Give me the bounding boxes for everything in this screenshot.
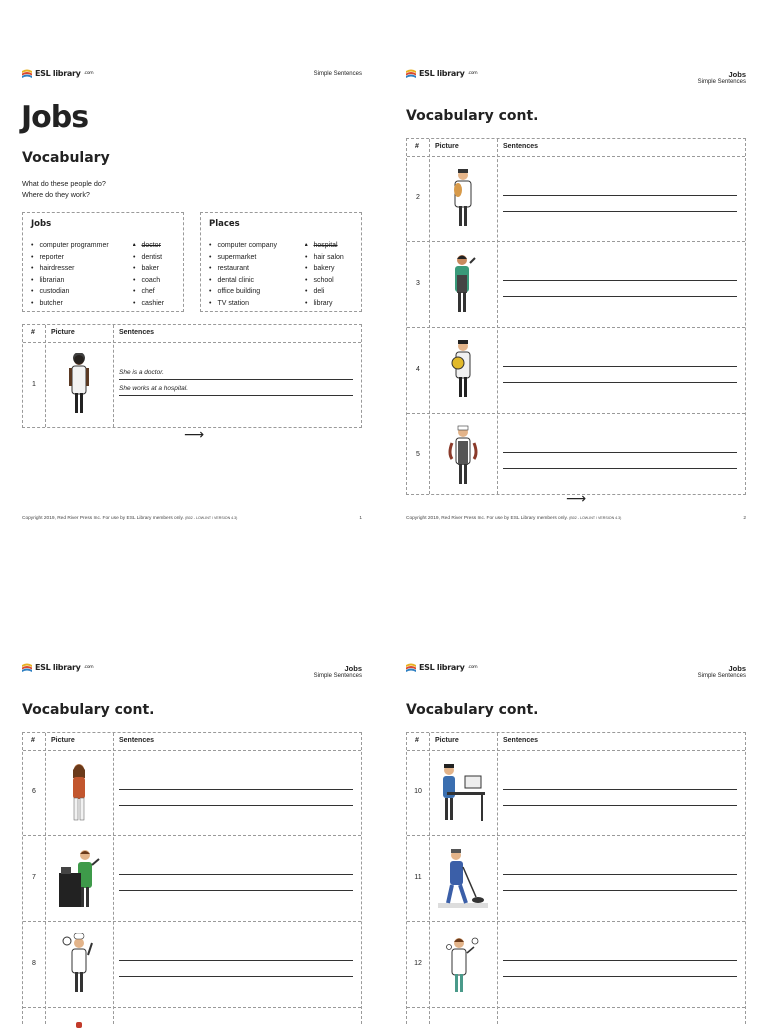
row-number: 5 (416, 451, 420, 458)
brand-name: ESL library (419, 663, 465, 672)
word-item-crossed: • hospital (305, 240, 344, 252)
jobs-list-2 (133, 240, 164, 309)
section-title: Vocabulary cont. (406, 702, 539, 718)
writing-line (503, 195, 737, 196)
custodian-figure-icon (438, 847, 488, 909)
table-row (407, 922, 745, 1008)
row-number: 11 (414, 874, 422, 881)
jobs-word-box (22, 212, 184, 312)
writing-line (503, 382, 737, 383)
jobs-box-title: Jobs (31, 219, 52, 229)
word-item: • dental clinic (209, 275, 277, 287)
brand-logo (22, 663, 93, 672)
word-item: • reporter (31, 252, 109, 264)
col-header-picture: Picture (51, 737, 75, 744)
coach-picture (429, 336, 497, 404)
word-item: • restaurant (209, 263, 277, 275)
writing-line (119, 395, 353, 396)
word-item: • coach (133, 275, 164, 287)
places-list-2 (305, 240, 344, 309)
writing-line (503, 296, 737, 297)
writing-line (503, 211, 737, 212)
word-item: • deli (305, 286, 344, 298)
worksheet-page-3 (14, 652, 376, 1024)
section-title: Vocabulary cont. (406, 108, 539, 124)
col-header-number: # (31, 329, 35, 336)
word-item: • hairdresser (31, 263, 109, 275)
word-item: • computer company (209, 240, 277, 252)
hairdresser-picture (429, 250, 497, 318)
table-row (23, 343, 361, 428)
page-number: 1 (359, 516, 362, 521)
jobs-list-1 (31, 240, 109, 309)
word-item: • butcher (31, 298, 109, 310)
table-header (407, 733, 745, 751)
writing-line (503, 789, 737, 790)
writing-line (503, 976, 737, 977)
table-row-partial (23, 1008, 361, 1028)
writing-line (503, 280, 737, 281)
table-row (23, 751, 361, 836)
reporter-picture (45, 759, 113, 827)
brand-name: ESL library (35, 663, 81, 672)
table-row (23, 836, 361, 922)
word-item: • office building (209, 286, 277, 298)
page-header-right (314, 665, 362, 680)
col-header-picture: Picture (435, 737, 459, 744)
col-header-number: # (31, 737, 35, 744)
writing-line (119, 890, 353, 891)
writing-line (503, 805, 737, 806)
brand-name: ESL library (35, 69, 81, 78)
col-header-picture: Picture (51, 329, 75, 336)
baker-picture (429, 165, 497, 233)
writing-line (119, 789, 353, 790)
copyright-text: Copyright 2019, Red River Press Inc. For use by ESL Library members only. (406, 516, 568, 521)
header-subtitle: Simple Sentences (313, 71, 362, 77)
worksheet-page-4 (398, 652, 760, 1024)
book-logo-icon (406, 69, 416, 78)
butcher-picture (429, 422, 497, 490)
hairdresser-figure-icon (450, 253, 476, 315)
writing-line (119, 874, 353, 875)
doctor-figure-icon (67, 353, 91, 417)
book-logo-icon (22, 663, 32, 672)
col-header-sentences: Sentences (503, 143, 539, 150)
chef-figure-icon (62, 933, 96, 995)
table-row (23, 922, 361, 1008)
places-word-box (200, 212, 362, 312)
worksheet-page-2 (398, 58, 760, 533)
partial-picture (45, 1020, 113, 1028)
header-title: Jobs (728, 70, 746, 79)
version-code: (B02 - LOW-INT / VERSION 4.3) (185, 516, 238, 520)
row-number: 6 (32, 788, 36, 795)
reporter-figure-icon (67, 762, 91, 824)
dentist-figure-icon (443, 933, 483, 995)
example-sentence-1: She is a doctor. (119, 369, 164, 376)
copyright-text: Copyright 2019, Red River Press Inc. For use by ESL Library members only. (22, 516, 184, 521)
writing-line (503, 452, 737, 453)
page-header-right (314, 71, 362, 78)
col-header-sentences: Sentences (119, 737, 155, 744)
word-item: • school (305, 275, 344, 287)
intro-text (22, 178, 106, 200)
word-item-crossed: • doctor (133, 240, 164, 252)
writing-line (119, 976, 353, 977)
col-header-picture: Picture (435, 143, 459, 150)
brand-suffix: .com (83, 71, 94, 76)
word-item: • chef (133, 286, 164, 298)
example-sentence-2: She works at a hospital. (119, 385, 189, 392)
book-logo-icon (406, 663, 416, 672)
intro-question-1: What do these people do? (22, 179, 106, 188)
brand-logo (406, 69, 477, 78)
partial-figure-icon (74, 1020, 84, 1028)
brand-suffix: .com (83, 665, 94, 670)
programmer-figure-icon (439, 762, 487, 824)
col-header-number: # (415, 143, 419, 150)
table-header (407, 139, 745, 157)
writing-line (119, 805, 353, 806)
dentist-picture (429, 930, 497, 998)
next-page-arrow: ⟶ (184, 426, 205, 442)
row-number: 4 (416, 366, 420, 373)
page-title: Jobs (21, 100, 89, 135)
writing-line (503, 960, 737, 961)
cashier-picture (45, 844, 113, 912)
word-item: • hair salon (305, 252, 344, 264)
version-code: (B02 - LOW-INT / VERSION 4.3) (569, 516, 622, 520)
header-title: Jobs (728, 664, 746, 673)
col-header-number: # (415, 737, 419, 744)
custodian-picture (429, 844, 497, 912)
section-title: Vocabulary cont. (22, 702, 155, 718)
row-number: 3 (416, 280, 420, 287)
row-number: 12 (414, 960, 422, 967)
table-header (23, 733, 361, 751)
next-page-arrow: ⟶ (566, 490, 587, 506)
places-list-1 (209, 240, 277, 309)
brand-suffix: .com (467, 665, 478, 670)
writing-line (503, 890, 737, 891)
header-subtitle: Simple Sentences (697, 79, 746, 86)
table-row-partial (407, 1008, 745, 1028)
row-number: 2 (416, 194, 420, 201)
computer-programmer-picture (429, 759, 497, 827)
row-number: 8 (32, 960, 36, 967)
word-item: • custodian (31, 286, 109, 298)
word-item: • dentist (133, 252, 164, 264)
page-footer (22, 516, 362, 521)
page-header-right (698, 665, 746, 680)
page-footer (406, 516, 746, 521)
word-item: • baker (133, 263, 164, 275)
writing-line (119, 379, 353, 380)
writing-line (119, 960, 353, 961)
word-item: • cashier (133, 298, 164, 310)
brand-logo (406, 663, 477, 672)
word-item: • TV station (209, 298, 277, 310)
places-box-title: Places (209, 219, 240, 229)
header-title: Jobs (344, 664, 362, 673)
doctor-picture (45, 349, 113, 421)
vocabulary-table (406, 732, 746, 1024)
cashier-figure-icon (57, 847, 101, 909)
butcher-figure-icon (446, 425, 480, 487)
table-row (407, 242, 745, 328)
table-row (407, 157, 745, 242)
section-title: Vocabulary (22, 150, 110, 166)
word-item: • bakery (305, 263, 344, 275)
word-item: • computer programmer (31, 240, 109, 252)
page-header-right (698, 71, 746, 86)
book-logo-icon (22, 69, 32, 78)
col-header-sentences: Sentences (119, 329, 155, 336)
writing-line (503, 366, 737, 367)
example-table (22, 324, 362, 428)
row-number: 10 (414, 788, 422, 795)
table-row (407, 414, 745, 498)
brand-suffix: .com (467, 71, 478, 76)
header-subtitle: Simple Sentences (313, 673, 362, 680)
vocabulary-table (406, 138, 746, 495)
table-row (407, 328, 745, 414)
table-row (407, 836, 745, 922)
chef-picture (45, 930, 113, 998)
col-header-sentences: Sentences (503, 737, 539, 744)
header-subtitle: Simple Sentences (697, 673, 746, 680)
intro-question-2: Where do they work? (22, 190, 90, 199)
table-header (23, 325, 361, 343)
row-number: 7 (32, 874, 36, 881)
word-item: • library (305, 298, 344, 310)
brand-name: ESL library (419, 69, 465, 78)
word-item: • librarian (31, 275, 109, 287)
writing-line (503, 874, 737, 875)
coach-figure-icon (450, 339, 476, 401)
baker-figure-icon (450, 168, 476, 230)
writing-line (503, 468, 737, 469)
vocabulary-table (22, 732, 362, 1024)
word-item: • supermarket (209, 252, 277, 264)
brand-logo (22, 69, 93, 78)
page-number: 2 (743, 516, 746, 521)
row-number: 1 (32, 381, 36, 388)
table-row (407, 751, 745, 836)
worksheet-page-1 (14, 58, 376, 533)
